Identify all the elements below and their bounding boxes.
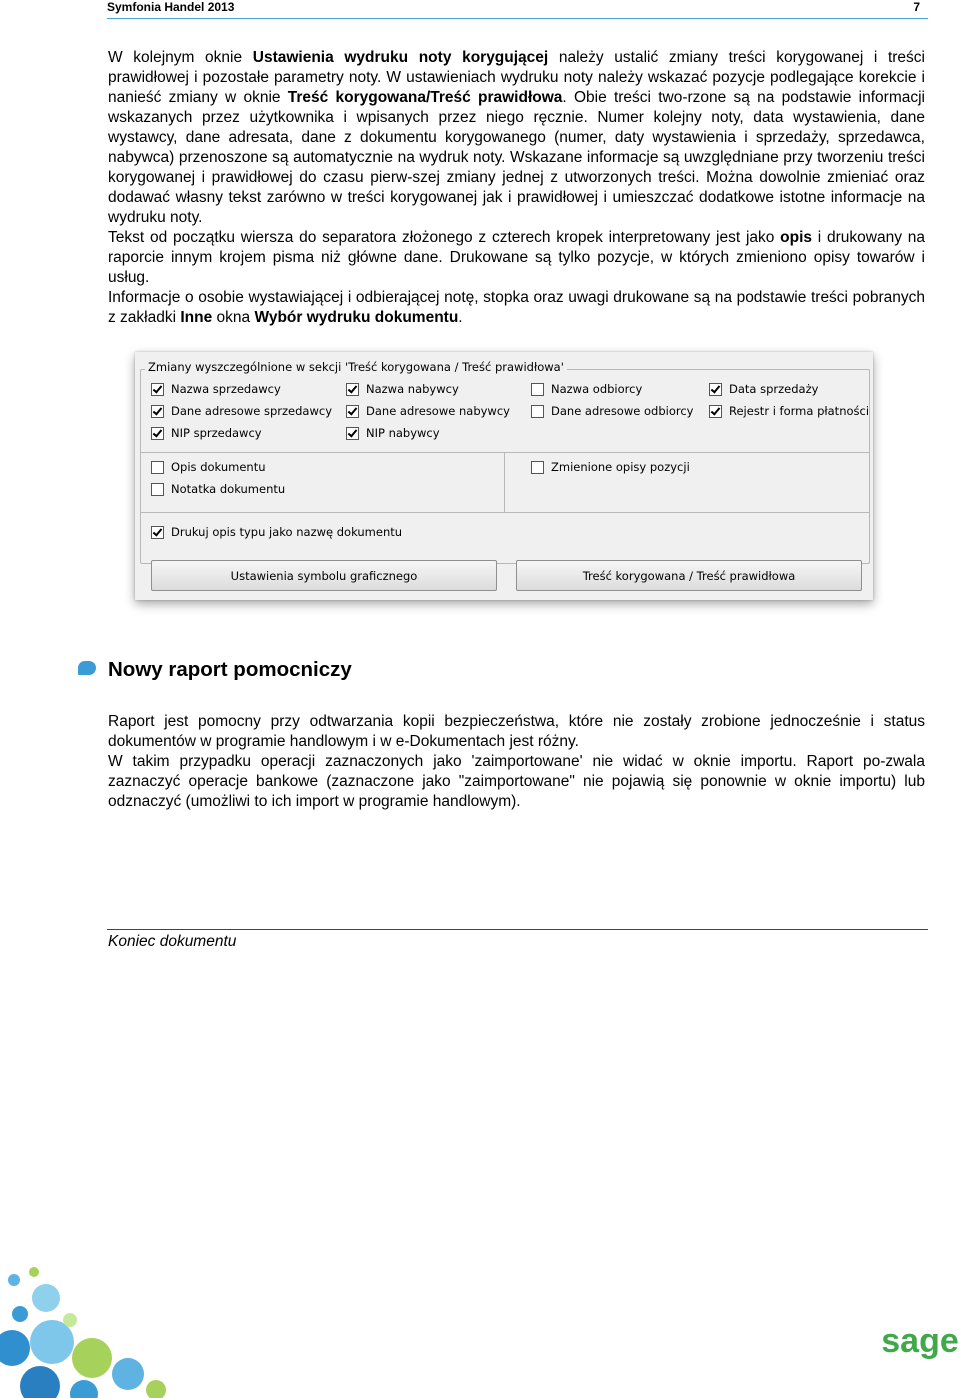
- checkbox-nazwa-odbiorcy[interactable]: [531, 382, 642, 396]
- section-paragraph-2: W takim przypadku operacji zaznaczonych jako 'zaimportowane' nie widać w oknie importu. Raport po-zwala zaznaczyć operacje bankowe (zaznaczone jako "zaimportowane" nie pojawią się ponownie w oknie importu) lub odznaczyć (umożliwi to ich import w programie handlowym).: [108, 753, 925, 810]
- bold-text: Inne: [180, 309, 213, 326]
- checkbox-label: Nazwa sprzedawcy: [171, 382, 281, 396]
- checkbox-notatka-dokumentu[interactable]: [151, 482, 285, 496]
- text: Informacje o osobie wystawiającej i odbierającej notę, stopka oraz uwagi drukowane są na podstawie treści pobranych z zakładki: [108, 289, 925, 326]
- intro-paragraph-2: [108, 228, 925, 288]
- text: należy ustalić zmiany treści korygowanej i treści prawidłowej i pozostałe parametry noty. W ustawieniach wydruku noty należy wskazać pozycje podlegające korekcie i nanieść zmiany w oknie: [108, 49, 925, 106]
- divider: [140, 452, 870, 453]
- text: . Obie treści two-rzone są na podstawie informacji wskazanych przez użytkownika i wpisanych przez niego ręcznie. Numer kolejny noty, data wystawienia, dane wystawcy, dane adresata, dane z dokumentu korygowanego (numer, daty wystawienia i sprzedaży, sprzedawca, nabywca) przenoszone są automatycznie na wydruk noty. Wskazane informacje są uwzględniane przy tworzeniu treści korygowanej i prawidłowej do czasu pierw-szej zmiany jednej z utworzonych treści. Można dowolnie zmieniać oraz dodawać własny tekst zarówno w treści korygowanej jak i prawidłowej i umieszczać dodatkowe istotne informacje na wydruku noty.: [108, 89, 925, 226]
- checkbox-dane-adresowe-odbiorcy[interactable]: [531, 404, 693, 418]
- bold-text: Wybór wydruku dokumentu: [254, 309, 459, 326]
- groupbox-title: Zmiany wyszczególnione w sekcji 'Treść korygowana / Treść prawidłowa': [145, 360, 567, 374]
- checkbox-label: NIP sprzedawcy: [171, 426, 262, 440]
- bold-text: opis: [780, 229, 813, 246]
- bold-text: Ustawienia wydruku noty korygującej: [252, 49, 549, 66]
- page-number: 7: [913, 0, 920, 14]
- checkbox-label: Dane adresowe sprzedawcy: [171, 404, 332, 418]
- logo-text: sage: [881, 1322, 959, 1360]
- end-of-document: Koniec dokumentu: [108, 933, 237, 950]
- intro-paragraph-1: [108, 48, 925, 228]
- section-bullet-icon: [78, 661, 96, 675]
- checkbox-box[interactable]: [709, 405, 722, 418]
- intro-paragraph-3: [108, 288, 925, 328]
- checkbox-nazwa-sprzedawcy[interactable]: [151, 382, 281, 396]
- checkbox-label: Nazwa odbiorcy: [551, 382, 643, 396]
- settings-dialog-screenshot: [135, 352, 873, 600]
- text: okna: [212, 309, 255, 326]
- checkbox-box[interactable]: [531, 405, 544, 418]
- checkbox-box[interactable]: [151, 526, 164, 539]
- checkbox-nip-sprzedawcy[interactable]: [151, 426, 262, 440]
- checkbox-box[interactable]: [151, 405, 164, 418]
- checkbox-label: Drukuj opis typu jako nazwę dokumentu: [171, 525, 403, 539]
- checkbox-nazwa-nabywcy[interactable]: [346, 382, 459, 396]
- document-title: Symfonia Handel 2013: [107, 0, 235, 14]
- checkbox-box[interactable]: [531, 383, 544, 396]
- checkbox-dane-adresowe-nabywcy[interactable]: [346, 404, 510, 418]
- checkbox-label: Opis dokumentu: [171, 460, 266, 474]
- text: .: [458, 309, 463, 326]
- section-paragraph-1: Raport jest pomocny przy odtwarzania kopii bezpieczeństwa, które nie zostały zrobione jednocześnie i status dokumentów w programie handlowym i w e-Dokumentach jest różny.: [108, 713, 925, 750]
- checkbox-box[interactable]: [346, 405, 359, 418]
- checkbox-opis-dokumentu[interactable]: [151, 460, 266, 474]
- checkbox-rejestr-forma-platnosci[interactable]: [709, 404, 869, 418]
- checkbox-box[interactable]: [151, 383, 164, 396]
- sage-logo: [880, 1318, 960, 1368]
- symbol-settings-button[interactable]: Ustawienia symbolu graficznego: [151, 560, 497, 591]
- checkbox-data-sprzedazy[interactable]: [709, 382, 818, 396]
- checkbox-box[interactable]: [151, 427, 164, 440]
- bold-text: Treść korygowana/Treść prawidłowa: [287, 89, 563, 106]
- checkbox-box[interactable]: [346, 383, 359, 396]
- checkbox-label: Dane adresowe odbiorcy: [551, 404, 694, 418]
- page-header: [107, 0, 928, 19]
- checkbox-drukuj-opis-typu[interactable]: [151, 525, 402, 539]
- checkbox-label: Dane adresowe nabywcy: [366, 404, 510, 418]
- divider: [504, 452, 505, 512]
- checkbox-label: Data sprzedaży: [729, 382, 819, 396]
- checkbox-label: Rejestr i forma płatności: [729, 404, 870, 418]
- checkbox-box[interactable]: [151, 483, 164, 496]
- section-heading: Nowy raport pomocniczy: [108, 658, 352, 681]
- checkbox-zmienione-opisy-pozycji[interactable]: [531, 460, 690, 474]
- decorative-dots-graphic: [0, 1262, 180, 1398]
- text: i drukowany na raporcie innym krojem pisma niż główne dane. Drukowane są tylko pozycje, w których zmieniono opisy towarów i usług.: [108, 229, 925, 286]
- checkbox-label: Nazwa nabywcy: [366, 382, 459, 396]
- checkbox-box[interactable]: [346, 427, 359, 440]
- checkbox-label: NIP nabywcy: [366, 426, 440, 440]
- checkbox-label: Notatka dokumentu: [171, 482, 286, 496]
- checkbox-dane-adresowe-sprzedawcy[interactable]: [151, 404, 332, 418]
- text: Tekst od początku wiersza do separatora złożonego z czterech kropek interpretowany jest jako: [108, 229, 781, 246]
- checkbox-nip-nabywcy[interactable]: [346, 426, 440, 440]
- end-divider: [107, 929, 928, 930]
- checkbox-box[interactable]: [151, 461, 164, 474]
- checkbox-label: Zmienione opisy pozycji: [551, 460, 690, 474]
- checkbox-box[interactable]: [531, 461, 544, 474]
- divider: [140, 512, 870, 513]
- checkbox-box[interactable]: [709, 383, 722, 396]
- text: W kolejnym oknie: [108, 49, 253, 66]
- corrected-content-button[interactable]: Treść korygowana / Treść prawidłowa: [516, 560, 862, 591]
